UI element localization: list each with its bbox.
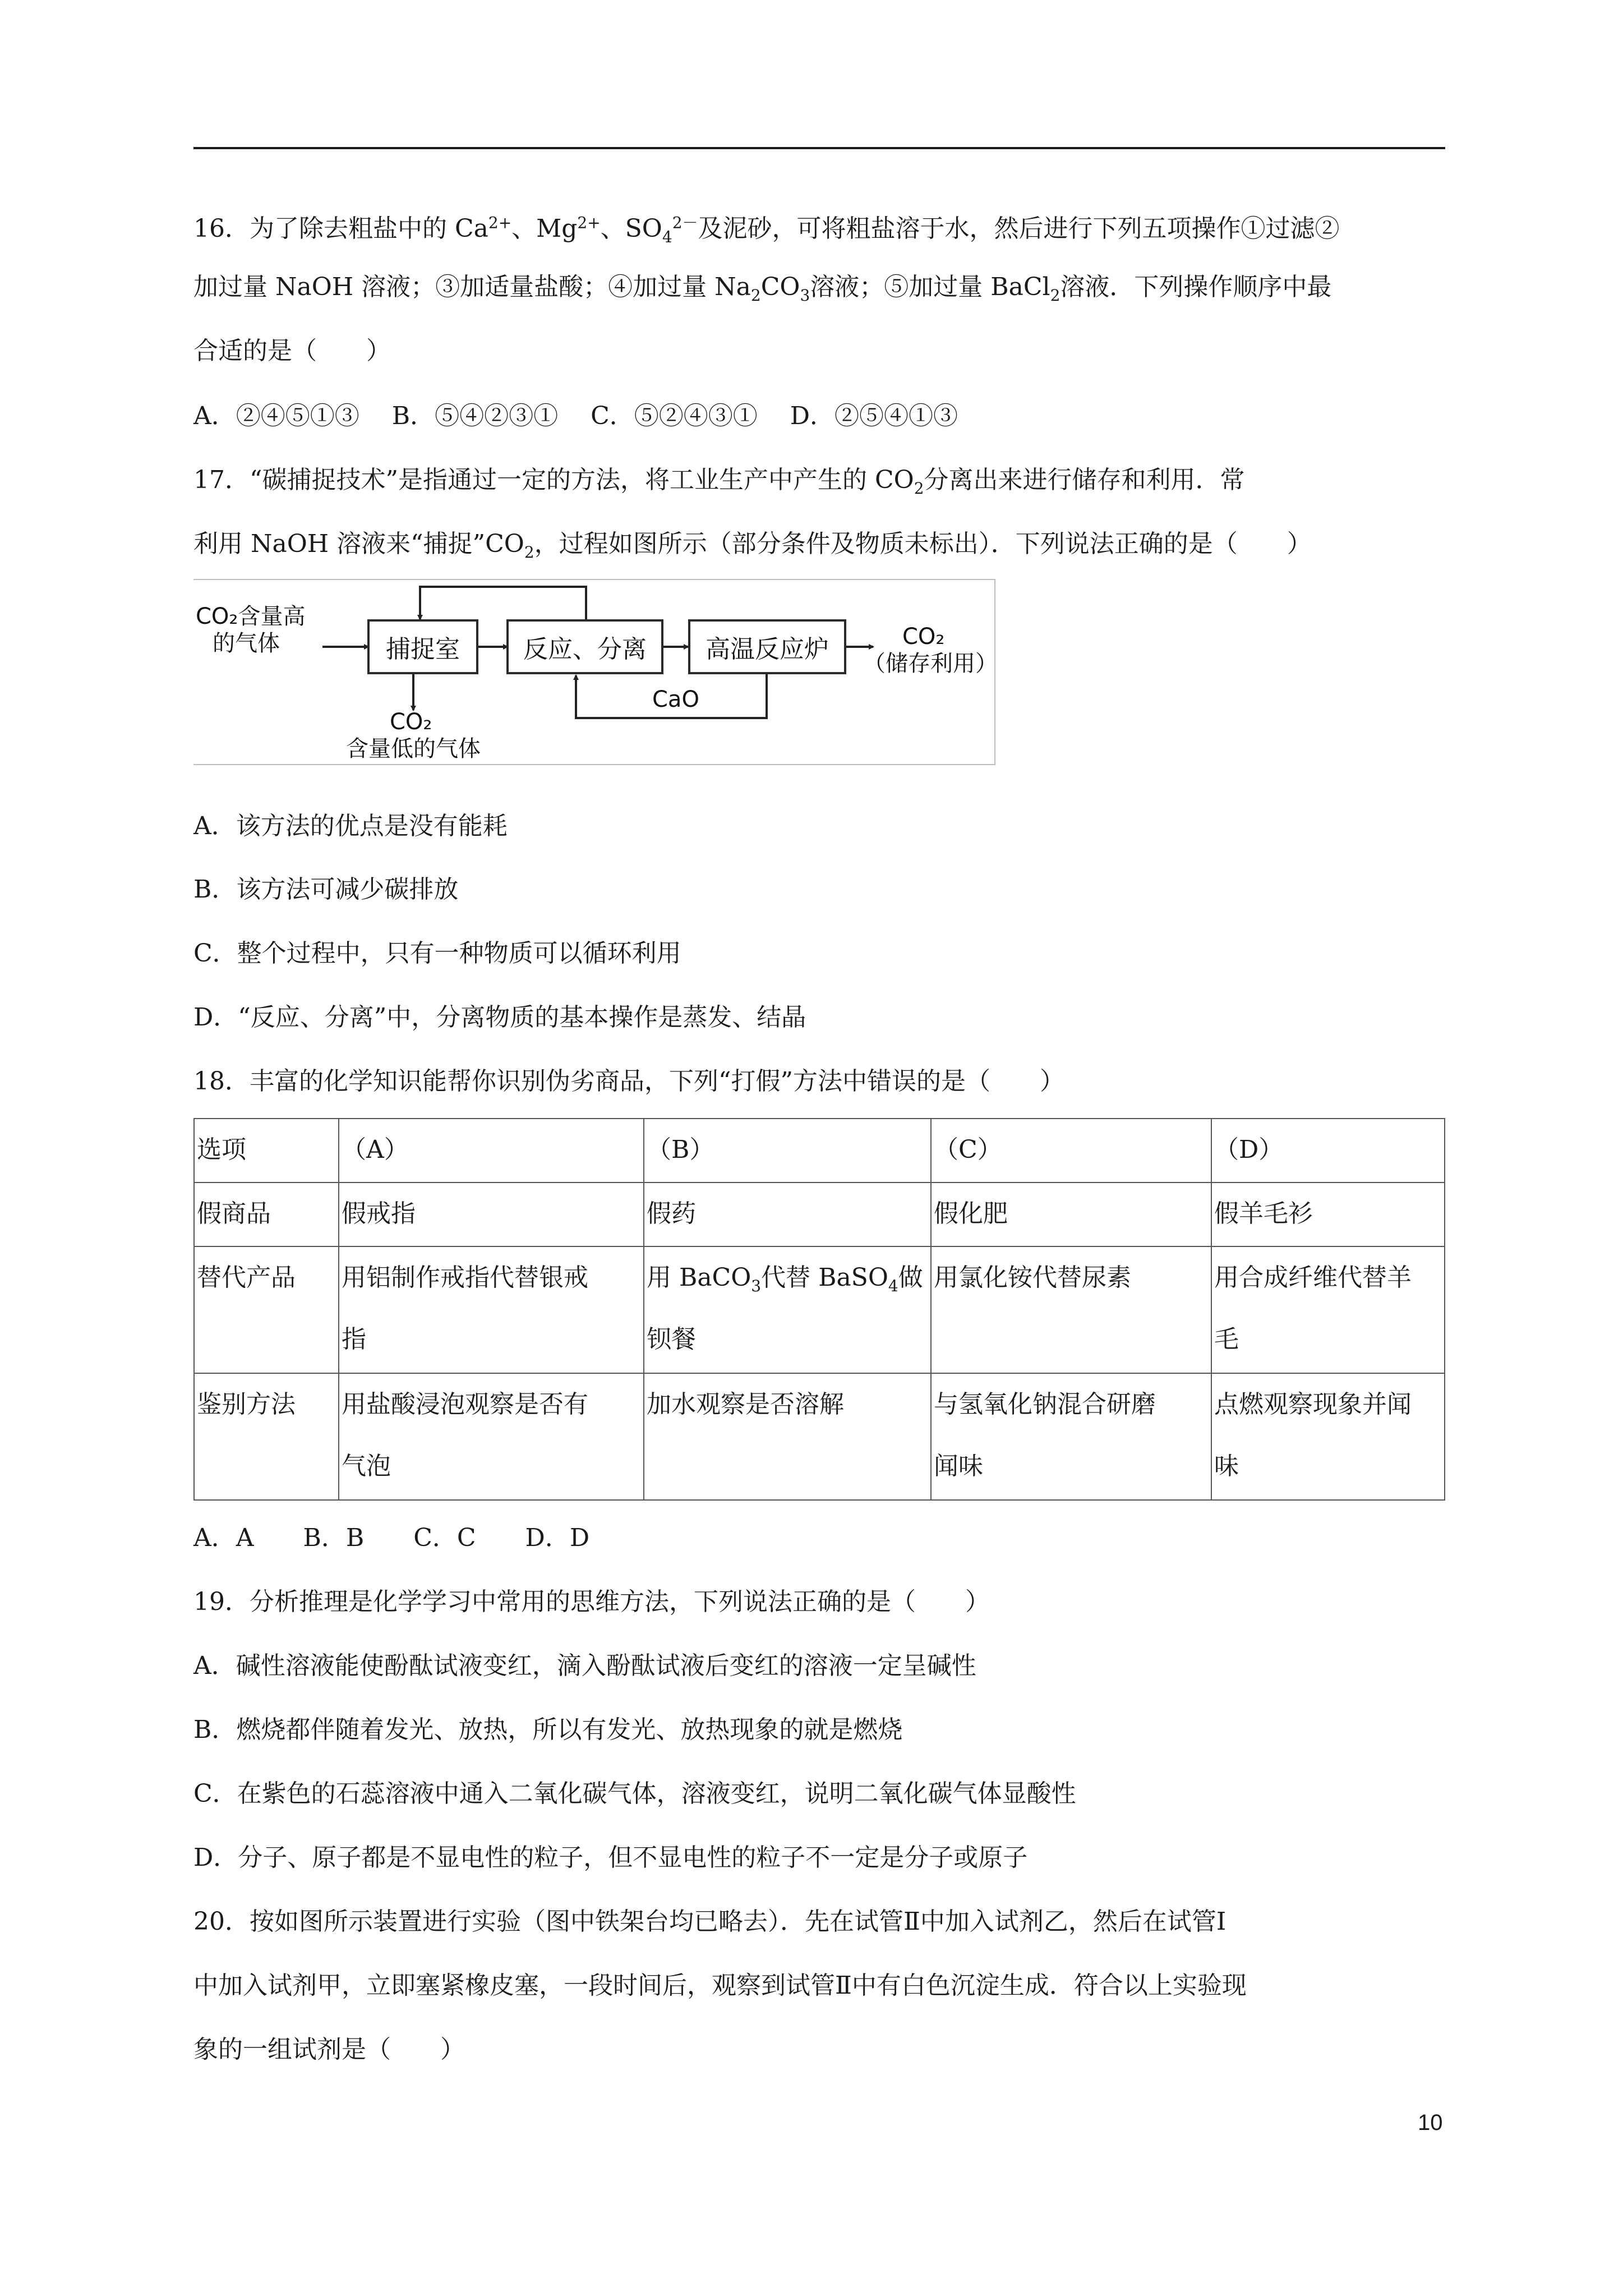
q16-line-3: 合适的是（ ） <box>193 337 391 365</box>
so-charge: 2－ <box>672 213 698 232</box>
q17-option-b: B．该方法可减少碳排放 <box>193 875 459 904</box>
table-cell: （A） <box>339 1119 644 1182</box>
cell-line: 点燃观察现象并闻 <box>1214 1390 1412 1419</box>
table-cell: 假药 <box>644 1182 931 1246</box>
output-storage-label: （储存利用） <box>863 651 998 677</box>
q16-text: 及泥砂，可将粗盐溶于水，然后进行下列五项操作①过滤② <box>698 214 1340 243</box>
table-cell <box>644 1246 931 1373</box>
table-row-fake-goods <box>194 1182 1445 1246</box>
na-subscript: 2 <box>750 286 761 305</box>
table-cell: 选项 <box>194 1119 339 1182</box>
cell-line: 用盐酸浸泡观察是否有 <box>342 1390 588 1419</box>
q20-line-3: 象的一组试剂是（ ） <box>193 2035 465 2064</box>
q17-text: ，过程如图所示（部分条件及物质未标出）．下列说法正确的是（ ） <box>534 530 1312 558</box>
q16-text: 16．为了除去粗盐中的 Ca <box>193 214 488 243</box>
co2-subscript: 2 <box>524 542 534 562</box>
table-cell: （B） <box>644 1119 931 1182</box>
q18-options: A．A B．B C．C D．D <box>193 1524 590 1552</box>
table-cell <box>1211 1246 1445 1373</box>
q16-text: 、Mg <box>511 214 578 243</box>
cell-line: 指 <box>342 1325 366 1354</box>
table-cell: 加水观察是否溶解 <box>644 1373 931 1500</box>
header-rule <box>193 147 1445 149</box>
page-number: 10 <box>1418 2110 1443 2135</box>
cell-line: 用合成纤维代替羊 <box>1214 1263 1412 1292</box>
table-row-identify <box>194 1373 1445 1500</box>
q18-stem: 18．丰富的化学知识能帮你识别伪劣商品，下列“打假”方法中错误的是（ ） <box>193 1067 1064 1096</box>
baco3-subscript: 3 <box>751 1276 762 1295</box>
table-cell: 用氯化铵代替尿素 <box>931 1246 1211 1373</box>
cell-line: 钡餐 <box>647 1325 696 1354</box>
q20-line-1: 20．按如图所示装置进行实验（图中铁架台均已略去）．先在试管Ⅱ中加入试剂乙，然后在试管Ⅰ <box>193 1907 1227 1936</box>
input-gas-label-1: CO₂含量高 <box>196 604 306 629</box>
cell-line: 闻味 <box>934 1452 983 1480</box>
table-cell: 假商品 <box>194 1182 339 1246</box>
q16-options: A．②④⑤①③ B．⑤④②③① C．⑤②④③① D．②⑤④①③ <box>193 402 958 430</box>
cell-line: 用铝制作戒指代替银戒 <box>342 1263 588 1292</box>
cell-text: 代替 BaSO <box>761 1263 888 1292</box>
co-subscript: 3 <box>800 286 810 305</box>
cell-line: 气泡 <box>342 1452 391 1480</box>
ca-charge: 2+ <box>488 213 512 232</box>
q16-text: 、SO <box>600 214 662 243</box>
table-cell: 假戒指 <box>339 1182 644 1246</box>
co2-subscript: 2 <box>914 478 924 498</box>
table-cell: （C） <box>931 1119 1211 1182</box>
high-temp-furnace-box: 高温反应炉 <box>688 619 846 674</box>
q16-text: 加过量 NaOH 溶液；③加适量盐酸；④加过量 Na <box>193 273 751 301</box>
q19-option-b: B．燃烧都伴随着发光、放热，所以有发光、放热现象的就是燃烧 <box>193 1715 903 1744</box>
table-cell: 假羊毛衫 <box>1211 1182 1445 1246</box>
table-cell <box>339 1373 644 1500</box>
q19-option-a: A．碱性溶液能使酚酞试液变红，滴入酚酞试液后变红的溶液一定呈碱性 <box>193 1651 976 1680</box>
q18-table <box>193 1118 1445 1501</box>
q19-option-d: D．分子、原子都是不显电性的粒子，但不显电性的粒子不一定是分子或原子 <box>193 1843 1028 1872</box>
baso4-subscript: 4 <box>888 1276 898 1295</box>
q16-line-2 <box>193 270 1331 304</box>
output-co2-label: CO₂ <box>902 624 945 650</box>
q17-text: 分离出来进行储存和利用．常 <box>924 466 1245 494</box>
so-subscript: 4 <box>662 227 672 246</box>
q17-option-c: C．整个过程中，只有一种物质可以循环利用 <box>193 939 681 968</box>
cell-line: 味 <box>1214 1452 1239 1480</box>
table-cell <box>931 1373 1211 1500</box>
table-cell: （D） <box>1211 1119 1445 1182</box>
capture-chamber-box: 捕捉室 <box>367 619 478 674</box>
reaction-separation-box: 反应、分离 <box>506 619 663 674</box>
q17-line-1 <box>193 463 1245 497</box>
ba-subscript: 2 <box>1050 286 1061 305</box>
q19-option-c: C．在紫色的石蕊溶液中通入二氧化碳气体，溶液变红，说明二氧化碳气体显酸性 <box>193 1779 1076 1808</box>
q17-option-d: D．“反应、分离”中，分离物质的基本操作是蒸发、结晶 <box>193 1003 806 1032</box>
cell-text: 做 <box>898 1263 923 1292</box>
q20-line-2: 中加入试剂甲，立即塞紧橡皮塞，一段时间后，观察到试管Ⅱ中有白色沉淀生成．符合以上实验现 <box>193 1971 1247 2000</box>
table-row-substitute <box>194 1246 1445 1373</box>
table-cell: 鉴别方法 <box>194 1373 339 1500</box>
cao-label: CaO <box>652 687 699 712</box>
table-cell <box>1211 1373 1445 1500</box>
q17-text: 17．“碳捕捉技术”是指通过一定的方法，将工业生产中产生的 CO <box>193 466 914 494</box>
co2-capture-diagram <box>193 579 998 765</box>
q16-text: CO <box>760 273 800 301</box>
table-cell <box>339 1246 644 1373</box>
table-cell: 替代产品 <box>194 1246 339 1373</box>
table-cell: 假化肥 <box>931 1182 1211 1246</box>
cell-line: 与氢氧化钠混合研磨 <box>934 1390 1156 1419</box>
cell-line <box>647 1247 928 1309</box>
q19-stem: 19．分析推理是化学学习中常用的思维方法，下列说法正确的是（ ） <box>193 1588 990 1616</box>
cell-line: 毛 <box>1214 1325 1239 1354</box>
cell-text: 用 BaCO <box>647 1263 751 1292</box>
low-co2-label-2: 含量低的气体 <box>346 736 481 762</box>
q16-text: 溶液．下列操作顺序中最 <box>1060 273 1332 301</box>
input-gas-label-2: 的气体 <box>213 631 280 656</box>
q16-text: 溶液；⑤加过量 BaCl <box>810 273 1050 301</box>
table-row-header <box>194 1119 1445 1182</box>
q17-option-a: A．该方法的优点是没有能耗 <box>193 812 508 840</box>
low-co2-label-1: CO₂ <box>390 709 432 735</box>
mg-charge: 2+ <box>577 213 601 232</box>
q16-line-1 <box>193 212 1340 246</box>
q17-line-2 <box>193 527 1312 561</box>
q17-text: 利用 NaOH 溶液来“捕捉”CO <box>193 530 524 558</box>
arrow-react-to-capture-loop <box>420 587 586 623</box>
